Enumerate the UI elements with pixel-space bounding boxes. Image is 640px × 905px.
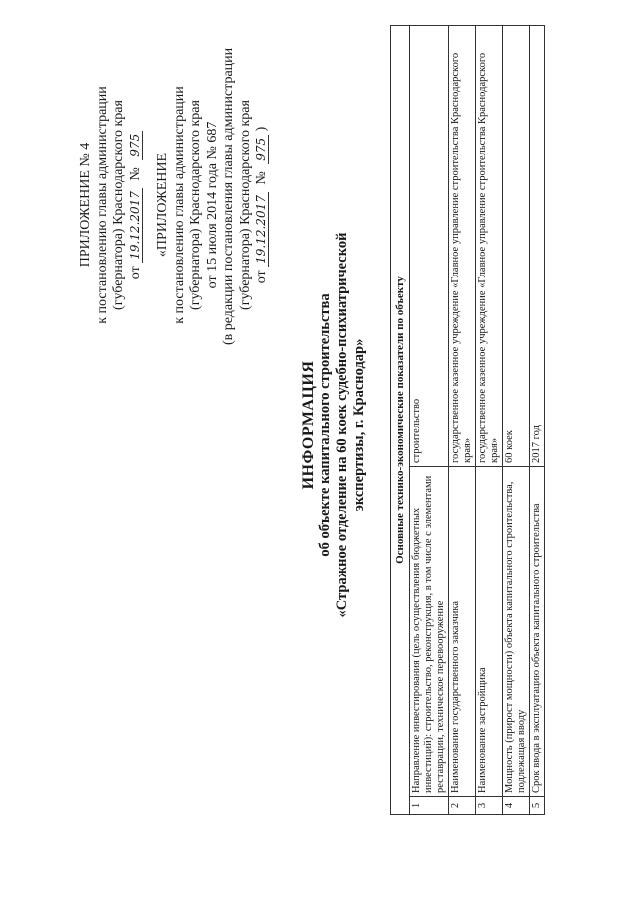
from-prefix: от <box>127 266 143 280</box>
table-row <box>449 26 476 815</box>
document-title: ИНФОРМАЦИЯ <box>300 360 317 490</box>
closing-paren: ) <box>254 126 269 132</box>
indicator-name: Наименование застройщика <box>476 467 503 797</box>
indicator-value: 2017 год <box>530 26 545 467</box>
indicator-name: Наименование государственного заказчика <box>449 467 476 797</box>
appendix-line: (губернатора) Краснодарского края <box>237 100 253 310</box>
appendix-line: к постановлению главы администрации <box>94 86 110 324</box>
row-number: 4 <box>503 797 530 815</box>
appendix-line: от 15 июля 2014 года № 687 <box>204 121 220 289</box>
document-subtitle: об объекте капитального строительства <box>317 293 333 557</box>
number-label: № <box>127 167 143 181</box>
object-name <box>334 145 368 705</box>
indicator-value: 60 коек <box>503 26 530 467</box>
object-name-line: экспертизы, г. Краснодар» <box>351 338 367 512</box>
row-number: 3 <box>476 797 503 815</box>
indicators-table <box>390 25 545 815</box>
appendix-line: к постановлению главы администрации <box>171 86 187 324</box>
handwritten-date: 19.12.2017 <box>129 188 143 263</box>
number-label: № <box>254 171 269 185</box>
indicator-name: Срок ввода в эксплуатацию объекта капитального строительства <box>530 467 545 797</box>
row-number: 2 <box>449 797 476 815</box>
table-row <box>530 26 545 815</box>
appendix-line: (в редакции постановления главы администрации <box>221 47 236 345</box>
table-row <box>410 26 449 815</box>
appendix-line: (губернатора) Краснодарского края <box>188 100 203 310</box>
from-prefix: от <box>254 270 269 284</box>
appendix-title: «ПРИЛОЖЕНИЕ <box>155 152 170 258</box>
appendix-line: (губернатора) Краснодарского края <box>111 100 126 310</box>
indicator-value: государственное казенное учреждение «Главное управление строительства Краснодарского края» <box>449 26 476 467</box>
appendix-4-header <box>78 65 144 345</box>
appendix-title: ПРИЛОЖЕНИЕ № 4 <box>78 142 93 268</box>
appendix-original-header <box>155 47 271 345</box>
handwritten-date: 19.12.2017 <box>255 192 269 267</box>
row-number: 1 <box>410 797 449 815</box>
indicator-value: строительство <box>410 26 449 467</box>
indicator-value: государственное казенное учреждение «Главное управление строительства Краснодарского края» <box>476 26 503 467</box>
handwritten-number: 975 <box>129 131 143 160</box>
appendix-date-line <box>254 65 271 345</box>
row-number: 5 <box>530 797 545 815</box>
appendix-date-line <box>128 65 145 345</box>
table-row <box>476 26 503 815</box>
table-row <box>503 26 530 815</box>
table-caption: Основные технико-экономические показатели по объекту <box>391 26 410 815</box>
indicator-name: Мощность (прирост мощности) объекта капитального строительства, подлежащая вводу <box>503 467 530 797</box>
indicator-name: Направление инвестирования (цель осуществления бюджетных инвестиций): строительство, реконструкция, в том числе с элементами реставрации, техническое перевооружение <box>410 467 449 797</box>
document-title-block <box>300 145 368 705</box>
object-name-line: «Стражное отделение на 60 коек судебно-психиатрической <box>334 232 350 618</box>
handwritten-number: 975 <box>255 135 269 164</box>
table-caption-row <box>391 26 410 815</box>
